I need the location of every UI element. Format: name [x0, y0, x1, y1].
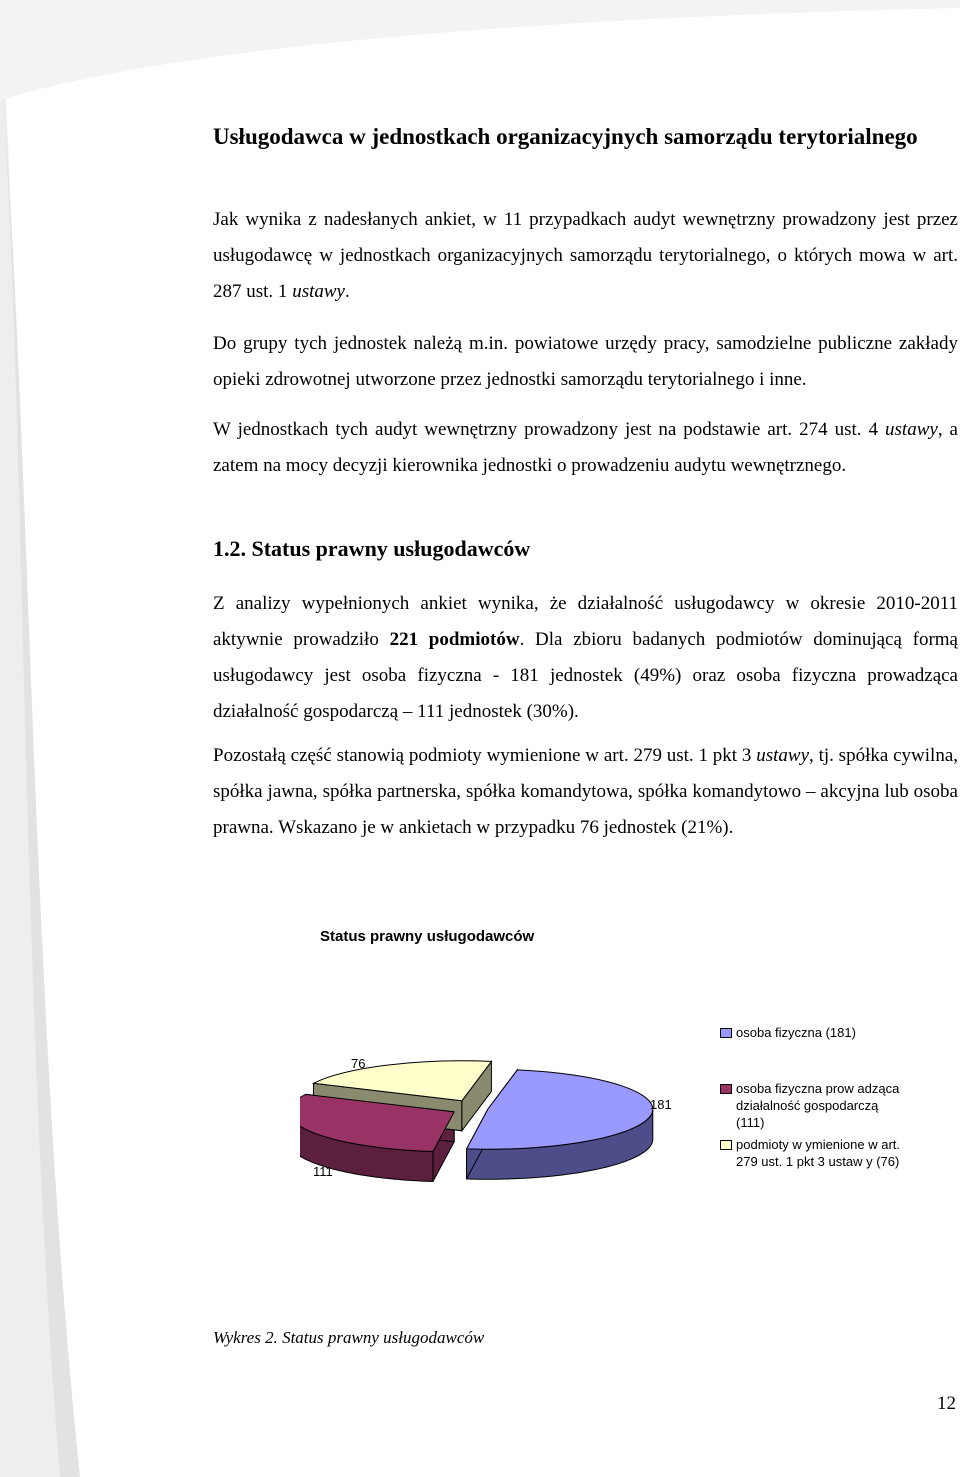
legend-item-3: [736, 1136, 900, 1170]
data-label-111: 111: [313, 1164, 333, 1179]
legend-item-2-line-2: działalność gospodarczą: [736, 1098, 879, 1113]
paragraph-1-text: Jak wynika z nadesłanych ankiet, w 11 przypadkach audyt wewnętrzny prowadzony jest przez usługodawcę w jednostkach organizacyjnych samorządu terytorialnego, o których mowa w art. 287 ust. 1: [213, 209, 958, 302]
legend-item-2-line-3: (111): [736, 1115, 765, 1130]
legend-item-1: [736, 1024, 856, 1041]
paragraph-4-text: Z analizy wypełnionych ankiet wynika, że działalność usługodawcy w okresie 2010-2011 aktywnie prowadziło: [213, 593, 958, 650]
legend-item-3-line-2: 279 ust. 1 pkt 3 ustaw y (76): [736, 1154, 900, 1169]
paragraph-5: [213, 738, 958, 846]
paragraph-3-end: , a zatem na mocy decyzji kierownika jednostki o prowadzeniu audytu wewnętrznego.: [213, 419, 958, 476]
page-number: 12: [937, 1393, 956, 1414]
paragraph-4-bold: 221 podmiotów: [389, 629, 520, 650]
paragraph-5-text: Pozostałą część stanowią podmioty wymienione w art. 279 ust. 1 pkt 3: [213, 745, 757, 766]
legend-swatch-1: [720, 1028, 732, 1038]
paragraph-4: [213, 586, 958, 730]
pie-chart: [300, 1060, 680, 1210]
paragraph-1: [213, 202, 958, 310]
legend-swatch-3: [720, 1140, 732, 1150]
legend-item-2: [736, 1080, 899, 1131]
subheading: 1.2. Status prawny usługodawców: [213, 536, 531, 561]
data-label-181: 181: [650, 1097, 672, 1112]
legend-item-2-line-1: osoba fizyczna prow adząca: [736, 1081, 900, 1096]
legend-item-1-line-1: osoba fizyczna (181): [736, 1025, 856, 1040]
section-title: Usługodawca w jednostkach organizacyjnych samorządu terytorialnego: [213, 124, 918, 149]
figure-caption: Wykres 2. Status prawny usługodawców: [213, 1328, 485, 1347]
data-label-76: 76: [351, 1056, 366, 1071]
chart-title: Status prawny usługodawców: [320, 928, 535, 945]
paragraph-1-end: .: [344, 281, 350, 302]
paragraph-2: Do grupy tych jednostek należą m.in. powiatowe urzędy pracy, samodzielne publiczne zakłady opieki zdrowotnej utworzone przez jednostki samorządu terytorialnego i inne.: [213, 333, 958, 390]
paragraph-3-text: W jednostkach tych audyt wewnętrzny prowadzony jest na podstawie art. 274 ust. 4: [213, 419, 886, 440]
paragraph-4-end: . Dla zbioru badanych podmiotów dominującą formą usługodawcy jest osoba fizyczna - 181 jednostek (49%) oraz osoba fizyczna prowadząca działalność gospodarczą – 111 jednostek (30%).: [213, 629, 958, 722]
legend-swatch-2: [720, 1084, 732, 1094]
legend-item-3-line-1: podmioty w ymienione w art.: [736, 1137, 901, 1152]
paragraph-5-italic: ustawy: [756, 745, 809, 766]
paragraph-5-end: , tj. spółka cywilna, spółka jawna, spółka partnerska, spółka komandytowa, spółka komandytowo – akcyjna lub osoba prawna. Wskazano je w ankietach w przypadku 76 jednostek (21%).: [213, 745, 958, 838]
paragraph-3-italic: ustawy: [885, 419, 938, 440]
paragraph-1-italic: ustawy: [292, 281, 345, 302]
paragraph-3: [213, 412, 958, 484]
